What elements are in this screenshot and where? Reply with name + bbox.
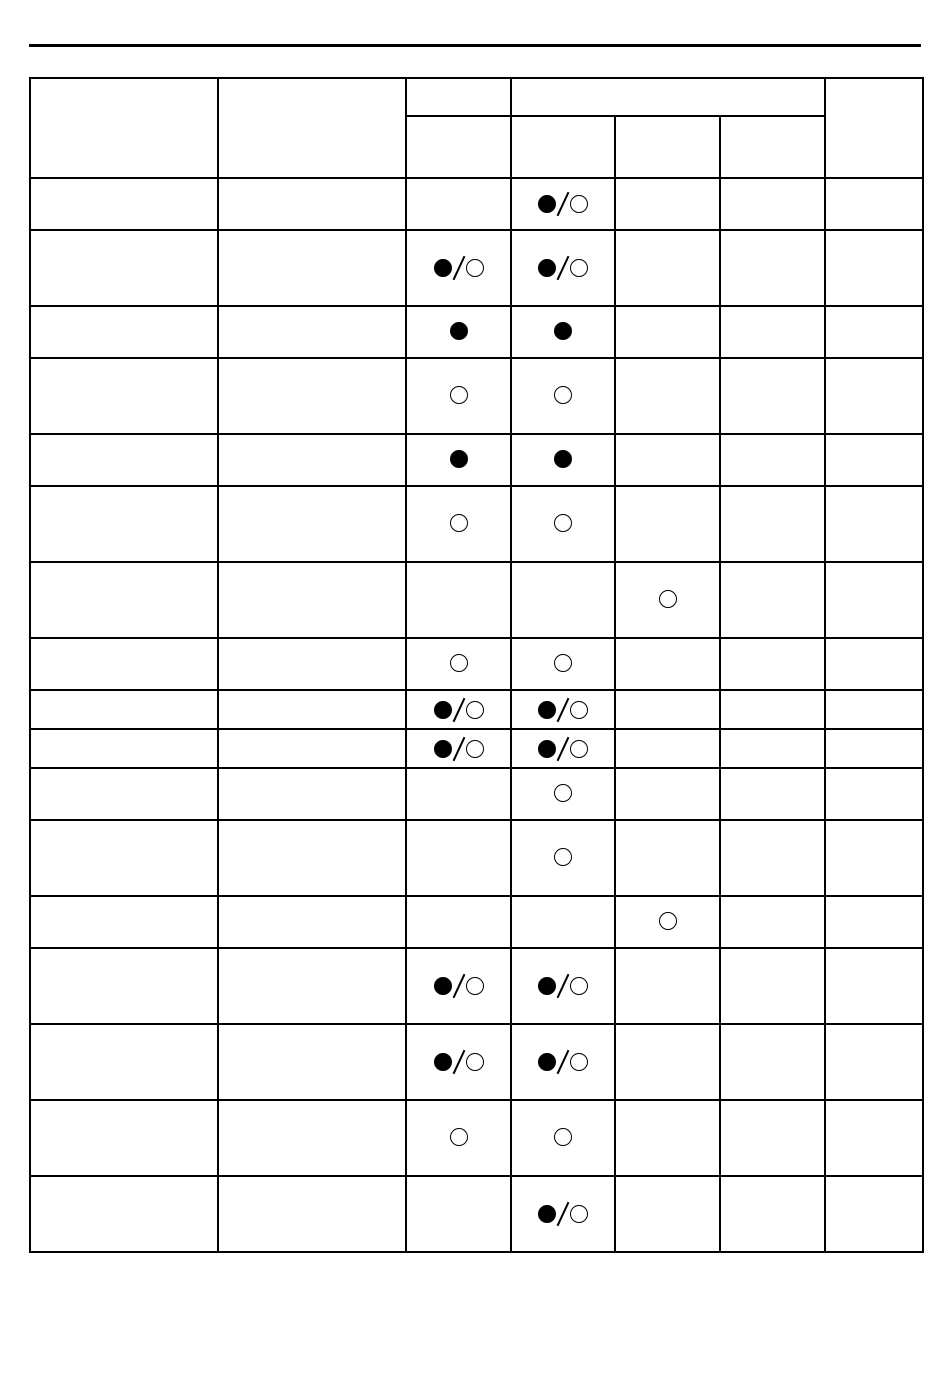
symbol-mark xyxy=(554,1128,572,1146)
open-circle-icon xyxy=(570,1205,588,1223)
table-cell xyxy=(511,729,615,768)
table-cell xyxy=(720,1024,825,1100)
table-row xyxy=(30,562,923,638)
filled-circle-icon xyxy=(434,740,452,758)
open-circle-icon xyxy=(554,654,572,672)
table-cell xyxy=(720,820,825,896)
filled-circle-icon xyxy=(434,701,452,719)
table-row xyxy=(30,306,923,358)
table-cell xyxy=(720,562,825,638)
table-cell xyxy=(615,729,720,768)
table-cell xyxy=(615,638,720,690)
table-cell xyxy=(30,230,218,306)
table-cell xyxy=(218,306,406,358)
table-cell xyxy=(825,230,923,306)
table-cell xyxy=(30,896,218,948)
table-cell xyxy=(218,358,406,434)
symbol-mark xyxy=(450,654,468,672)
table-cell xyxy=(720,1100,825,1176)
symbol-mark xyxy=(434,736,484,762)
table-cell xyxy=(511,1176,615,1252)
table-row xyxy=(30,1024,923,1100)
table-row xyxy=(30,638,923,690)
table-cell xyxy=(511,178,615,230)
table-cell xyxy=(406,896,511,948)
symbol-mark xyxy=(659,590,677,608)
table-cell xyxy=(30,729,218,768)
table-cell xyxy=(218,948,406,1024)
open-circle-icon xyxy=(659,912,677,930)
table-cell xyxy=(218,1176,406,1252)
filled-circle-icon xyxy=(554,450,572,468)
symbol-mark xyxy=(434,973,484,999)
open-circle-icon xyxy=(450,386,468,404)
symbol-mark xyxy=(538,697,588,723)
table-cell xyxy=(30,306,218,358)
table-cell xyxy=(218,1100,406,1176)
table-cell xyxy=(406,820,511,896)
symbol-mark xyxy=(434,697,484,723)
table-cell xyxy=(406,768,511,820)
symbol-mark xyxy=(538,973,588,999)
table-row xyxy=(30,896,923,948)
table-cell xyxy=(615,948,720,1024)
open-circle-icon xyxy=(554,1128,572,1146)
symbol-mark xyxy=(538,191,588,217)
table-row xyxy=(30,690,923,729)
table-cell xyxy=(511,230,615,306)
table-cell xyxy=(406,1176,511,1252)
table-cell xyxy=(218,820,406,896)
table-row xyxy=(30,1176,923,1252)
table-cell xyxy=(720,178,825,230)
table-cell xyxy=(825,1024,923,1100)
slash-separator-icon xyxy=(557,736,570,760)
table-cell xyxy=(406,562,511,638)
table-cell xyxy=(406,486,511,562)
open-circle-icon xyxy=(450,514,468,532)
table-cell xyxy=(218,562,406,638)
open-circle-icon xyxy=(450,1128,468,1146)
symbol-mark xyxy=(450,322,468,340)
symbol-mark xyxy=(538,255,588,281)
subheader-cell-col6 xyxy=(720,116,825,178)
table-cell xyxy=(511,896,615,948)
header-row xyxy=(30,78,923,116)
symbol-mark xyxy=(434,1049,484,1075)
table-cell xyxy=(615,486,720,562)
symbol-mark xyxy=(450,1128,468,1146)
table-cell xyxy=(720,896,825,948)
table-cell xyxy=(720,638,825,690)
table-cell xyxy=(825,1100,923,1176)
table-cell xyxy=(406,434,511,486)
table-row xyxy=(30,820,923,896)
table-cell xyxy=(30,434,218,486)
table-cell xyxy=(511,1100,615,1176)
table-cell xyxy=(511,358,615,434)
table-cell xyxy=(406,178,511,230)
table-cell xyxy=(720,486,825,562)
subheader-cell-col3 xyxy=(406,116,511,178)
table-row xyxy=(30,358,923,434)
filled-circle-icon xyxy=(538,1205,556,1223)
table-cell xyxy=(720,358,825,434)
table-cell xyxy=(511,690,615,729)
table-cell xyxy=(720,768,825,820)
table-cell xyxy=(825,1176,923,1252)
filled-circle-icon xyxy=(538,195,556,213)
table-cell xyxy=(406,729,511,768)
table-cell xyxy=(720,306,825,358)
open-circle-icon xyxy=(450,654,468,672)
open-circle-icon xyxy=(466,1053,484,1071)
table-row xyxy=(30,230,923,306)
header-cell-last xyxy=(825,78,923,178)
symbol-mark xyxy=(554,450,572,468)
table-row xyxy=(30,729,923,768)
table-cell xyxy=(406,306,511,358)
table-cell xyxy=(406,690,511,729)
table-cell xyxy=(406,230,511,306)
top-rule xyxy=(29,44,921,47)
table-cell xyxy=(511,638,615,690)
table-cell xyxy=(720,729,825,768)
table-cell xyxy=(615,306,720,358)
open-circle-icon xyxy=(466,701,484,719)
table-cell xyxy=(825,306,923,358)
table-cell xyxy=(825,358,923,434)
table-cell xyxy=(511,562,615,638)
open-circle-icon xyxy=(570,977,588,995)
table-cell xyxy=(30,1100,218,1176)
table-cell xyxy=(218,768,406,820)
filled-circle-icon xyxy=(434,259,452,277)
symbol-mark xyxy=(538,1201,588,1227)
open-circle-icon xyxy=(554,514,572,532)
slash-separator-icon xyxy=(557,697,570,721)
table-row xyxy=(30,768,923,820)
table-cell xyxy=(511,820,615,896)
table-cell xyxy=(825,729,923,768)
symbol-mark xyxy=(434,255,484,281)
open-circle-icon xyxy=(554,386,572,404)
symbol-matrix-table xyxy=(29,77,924,1253)
slash-separator-icon xyxy=(557,974,570,998)
filled-circle-icon xyxy=(434,1053,452,1071)
open-circle-icon xyxy=(466,259,484,277)
slash-separator-icon xyxy=(452,736,465,760)
filled-circle-icon xyxy=(538,701,556,719)
open-circle-icon xyxy=(466,740,484,758)
table-cell xyxy=(720,948,825,1024)
table-cell xyxy=(406,1024,511,1100)
table-cell xyxy=(406,1100,511,1176)
table-cell xyxy=(218,896,406,948)
table-cell xyxy=(615,690,720,729)
table-cell xyxy=(218,486,406,562)
table-cell xyxy=(615,768,720,820)
table-cell xyxy=(218,434,406,486)
table-cell xyxy=(218,729,406,768)
filled-circle-icon xyxy=(538,1053,556,1071)
table-cell xyxy=(30,820,218,896)
table-cell xyxy=(615,358,720,434)
subheader-cell-col5 xyxy=(615,116,720,178)
symbol-mark xyxy=(554,784,572,802)
table-cell xyxy=(720,1176,825,1252)
symbol-mark xyxy=(554,386,572,404)
table-cell xyxy=(825,690,923,729)
table-cell xyxy=(825,434,923,486)
open-circle-icon xyxy=(570,1053,588,1071)
table-cell xyxy=(218,1024,406,1100)
table-cell xyxy=(30,948,218,1024)
table-cell xyxy=(218,178,406,230)
open-circle-icon xyxy=(570,259,588,277)
table-cell xyxy=(825,178,923,230)
table-cell xyxy=(30,690,218,729)
open-circle-icon xyxy=(659,590,677,608)
table-cell xyxy=(615,562,720,638)
table-cell xyxy=(218,690,406,729)
slash-separator-icon xyxy=(452,256,465,280)
table-row xyxy=(30,178,923,230)
slash-separator-icon xyxy=(557,1050,570,1074)
symbol-mark xyxy=(554,848,572,866)
table-cell xyxy=(720,690,825,729)
filled-circle-icon xyxy=(538,259,556,277)
table-cell xyxy=(511,306,615,358)
table-cell xyxy=(30,562,218,638)
open-circle-icon xyxy=(466,977,484,995)
header-cell-col2 xyxy=(218,78,406,178)
filled-circle-icon xyxy=(554,322,572,340)
symbol-mark xyxy=(538,1049,588,1075)
table-cell xyxy=(511,768,615,820)
table-cell xyxy=(615,896,720,948)
table-cell xyxy=(720,434,825,486)
table-cell xyxy=(218,230,406,306)
table-cell xyxy=(30,358,218,434)
slash-separator-icon xyxy=(557,256,570,280)
filled-circle-icon xyxy=(538,977,556,995)
table-cell xyxy=(615,1176,720,1252)
table-cell xyxy=(30,768,218,820)
symbol-mark xyxy=(538,736,588,762)
table-row xyxy=(30,486,923,562)
table-cell xyxy=(30,486,218,562)
table-cell xyxy=(30,1176,218,1252)
open-circle-icon xyxy=(570,740,588,758)
slash-separator-icon xyxy=(557,1202,570,1226)
table-cell xyxy=(511,434,615,486)
open-circle-icon xyxy=(554,784,572,802)
symbol-mark xyxy=(554,322,572,340)
open-circle-icon xyxy=(554,848,572,866)
subheader-cell-col4 xyxy=(511,116,615,178)
table-cell xyxy=(825,768,923,820)
slash-separator-icon xyxy=(557,192,570,216)
table-cell xyxy=(615,820,720,896)
table-cell xyxy=(30,1024,218,1100)
slash-separator-icon xyxy=(452,697,465,721)
table-cell xyxy=(825,820,923,896)
table-cell xyxy=(615,1024,720,1100)
header-cell-col3 xyxy=(406,78,511,116)
header-cell-group xyxy=(511,78,825,116)
symbol-mark xyxy=(450,514,468,532)
table-cell xyxy=(30,638,218,690)
table-cell xyxy=(218,638,406,690)
table-row xyxy=(30,1100,923,1176)
slash-separator-icon xyxy=(452,974,465,998)
open-circle-icon xyxy=(570,195,588,213)
table-cell xyxy=(615,1100,720,1176)
symbol-mark xyxy=(554,654,572,672)
table-cell xyxy=(720,230,825,306)
filled-circle-icon xyxy=(450,450,468,468)
table-cell xyxy=(825,638,923,690)
table-cell xyxy=(825,486,923,562)
open-circle-icon xyxy=(570,701,588,719)
table-cell xyxy=(511,486,615,562)
table-cell xyxy=(825,948,923,1024)
table-cell xyxy=(615,434,720,486)
table-cell xyxy=(615,178,720,230)
table-cell xyxy=(30,178,218,230)
filled-circle-icon xyxy=(450,322,468,340)
header-cell-col1 xyxy=(30,78,218,178)
table-cell xyxy=(406,358,511,434)
table-row xyxy=(30,948,923,1024)
filled-circle-icon xyxy=(434,977,452,995)
table-row xyxy=(30,434,923,486)
symbol-mark xyxy=(554,514,572,532)
symbol-mark xyxy=(659,912,677,930)
table-cell xyxy=(615,230,720,306)
symbol-mark xyxy=(450,386,468,404)
symbol-mark xyxy=(450,450,468,468)
table-cell xyxy=(406,948,511,1024)
table-cell xyxy=(825,562,923,638)
filled-circle-icon xyxy=(538,740,556,758)
table-cell xyxy=(511,1024,615,1100)
slash-separator-icon xyxy=(452,1050,465,1074)
table-cell xyxy=(511,948,615,1024)
table-cell xyxy=(825,896,923,948)
table-cell xyxy=(406,638,511,690)
